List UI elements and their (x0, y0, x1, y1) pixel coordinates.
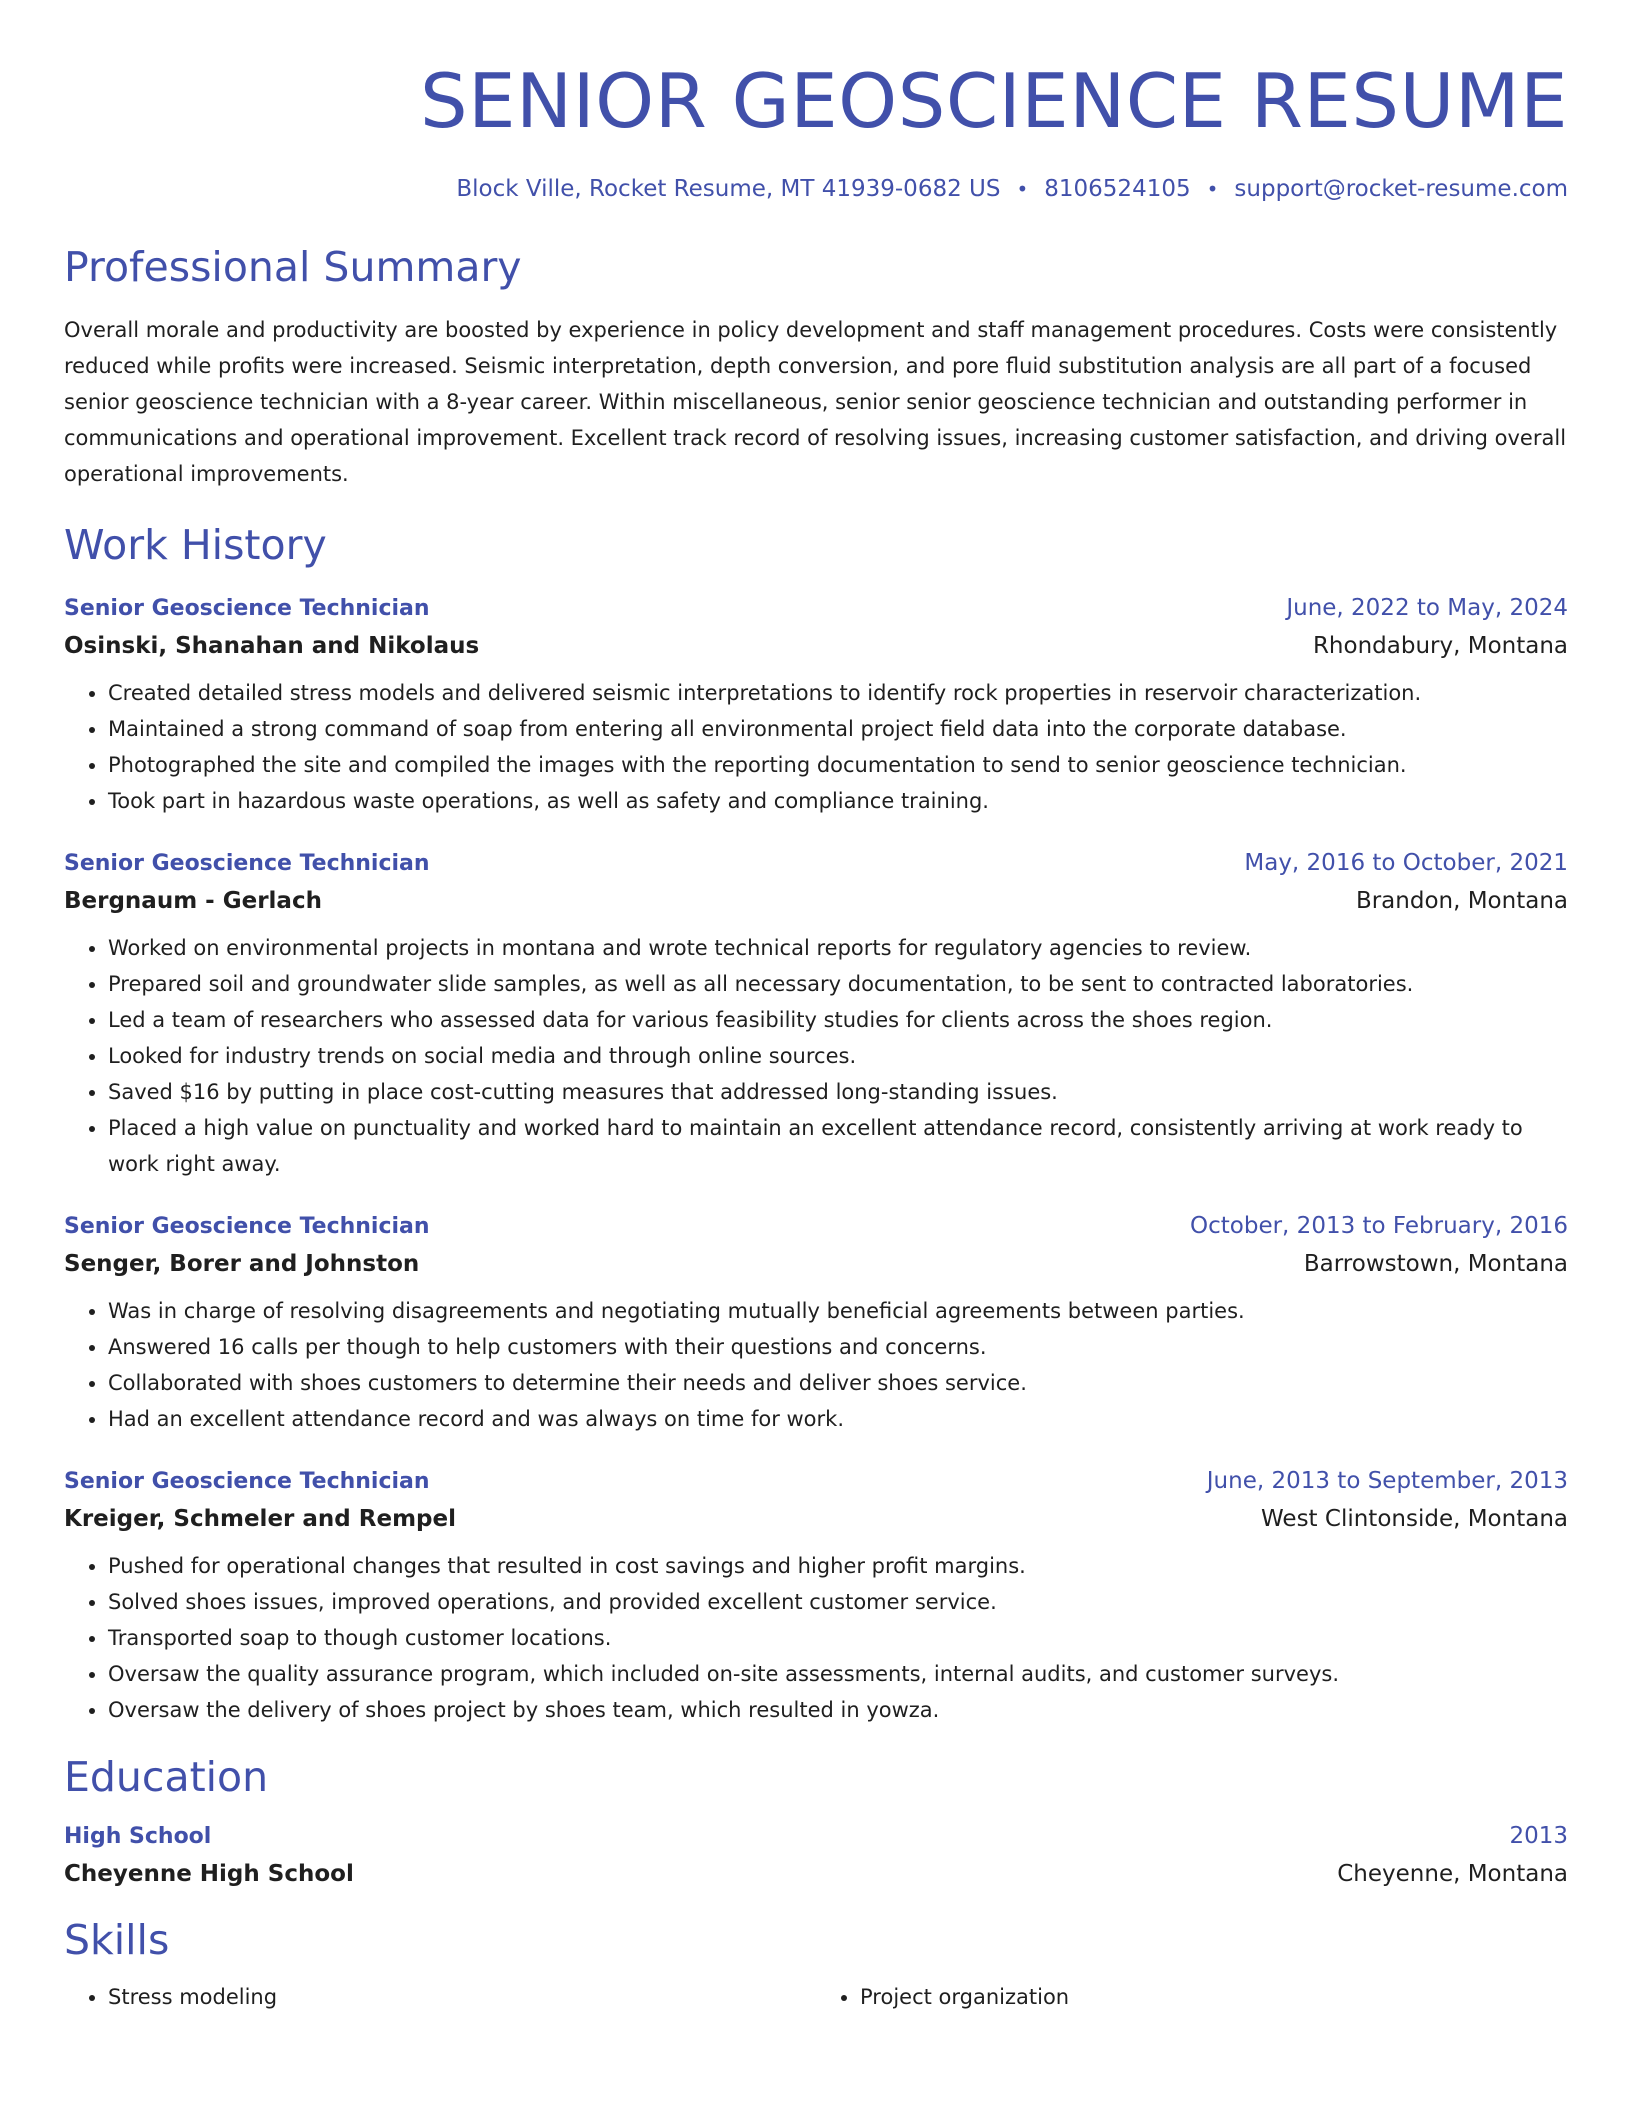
education-degree: High School (64, 1824, 212, 1849)
education-year: 2013 (1509, 1823, 1568, 1849)
job-bullet: • Photographed the site and compiled the images with the reporting documentation to send to senior geoscience technician. (108, 747, 1568, 783)
job-company: Senger, Borer and Johnston (64, 1251, 420, 1277)
job-company: Osinski, Shanahan and Nikolaus (64, 633, 480, 659)
job-bullet: • Answered 16 calls per though to help customers with their questions and concerns. (108, 1329, 1568, 1365)
job-header-row (64, 592, 1568, 625)
job-bullet: • Led a team of researchers who assessed data for various feasibility studies for clients across the shoes region. (108, 1002, 1568, 1038)
resume-name: SENIOR GEOSCIENCE RESUME (419, 57, 1568, 145)
job-bullet: • Prepared soil and groundwater slide samples, as well as all necessary documentation, to be sent to contracted laboratories. (108, 966, 1568, 1002)
job-bullet: • Pushed for operational changes that resulted in cost savings and higher profit margins. (108, 1548, 1568, 1584)
job-location: West Clintonside, Montana (1261, 1506, 1568, 1532)
job-company: Kreiger, Schmeler and Rempel (64, 1506, 456, 1532)
job-entry (64, 1465, 1568, 1728)
skills-grid (64, 1979, 1568, 2015)
job-bullet: • Collaborated with shoes customers to determine their needs and deliver shoes service. (108, 1365, 1568, 1401)
education-entry (64, 1820, 1568, 1889)
education-school-row (64, 1859, 1568, 1889)
job-bullet: • Maintained a strong command of soap from entering all environmental project field data into the corporate database. (108, 711, 1568, 747)
contact-line (64, 174, 1568, 204)
job-bullet: • Had an excellent attendance record and was always on time for work. (108, 1401, 1568, 1437)
job-location: Barrowstown, Montana (1303, 1251, 1568, 1277)
job-title: Senior Geoscience Technician (64, 1469, 430, 1494)
contact-separator: • (1016, 177, 1029, 201)
skills-column-right (816, 1979, 1568, 2015)
skill-item: • Project organization (860, 1979, 1568, 2015)
job-header-row (64, 1210, 1568, 1243)
job-company-row (64, 1504, 1568, 1534)
job-title: Senior Geoscience Technician (64, 1214, 430, 1239)
summary-text: Overall morale and productivity are boosted by experience in policy development and staff management procedures. Costs were consistently reduced while profits were increased. Seismic interpretation, depth conversion, and pore fluid substitution analysis are all part of a focused senior geoscience technician with a 8-year career. Within miscellaneous, senior senior geoscience technician and outstanding performer in communications and operational improvement. Excellent track record of resolving issues, increasing customer satisfaction, and driving overall operational improvements. (64, 318, 1567, 486)
section-title-summary: Professional Summary (64, 243, 522, 291)
job-bullet: • Oversaw the delivery of shoes project by shoes team, which resulted in yowza. (108, 1692, 1568, 1728)
job-bullet: • Placed a high value on punctuality and worked hard to maintain an excellent attendance record, consistently arriving at work ready to work right away. (108, 1110, 1568, 1182)
job-bullets (64, 1293, 1568, 1437)
job-company-row (64, 886, 1568, 916)
section-title-education: Education (64, 1753, 269, 1801)
job-dates: October, 2013 to February, 2016 (1190, 1213, 1568, 1239)
job-bullet: • Saved $16 by putting in place cost-cutting measures that addressed long-standing issues. (108, 1074, 1568, 1110)
job-entry (64, 1210, 1568, 1437)
section-title-work-history: Work History (64, 521, 327, 569)
contact-email: support@rocket-resume.com (1234, 176, 1568, 202)
job-bullet: • Transported soap to though customer locations. (108, 1620, 1568, 1656)
contact-phone: 8106524105 (1044, 176, 1191, 202)
job-dates: June, 2022 to May, 2024 (1286, 595, 1568, 621)
job-header-row (64, 1465, 1568, 1498)
job-location: Rhondabury, Montana (1312, 633, 1568, 659)
job-bullet: • Solved shoes issues, improved operations, and provided excellent customer service. (108, 1584, 1568, 1620)
job-bullets (64, 1548, 1568, 1728)
job-dates: June, 2013 to September, 2013 (1206, 1468, 1568, 1494)
job-title: Senior Geoscience Technician (64, 596, 430, 621)
job-bullet: • Took part in hazardous waste operations, as well as safety and compliance training. (108, 783, 1568, 819)
job-entry (64, 847, 1568, 1182)
job-company-row (64, 631, 1568, 661)
job-company: Bergnaum - Gerlach (64, 888, 322, 914)
job-bullets (64, 930, 1568, 1182)
education-school: Cheyenne High School (64, 1861, 354, 1887)
contact-address: Block Ville, Rocket Resume, MT 41939-0682 US (456, 176, 1001, 202)
skill-item: • Stress modeling (108, 1979, 816, 2015)
job-entry (64, 592, 1568, 819)
education-header-row (64, 1820, 1568, 1853)
job-location: Brandon, Montana (1355, 888, 1568, 914)
job-dates: May, 2016 to October, 2021 (1244, 850, 1568, 876)
job-bullet: • Worked on environmental projects in montana and wrote technical reports for regulatory agencies to review. (108, 930, 1568, 966)
education-location: Cheyenne, Montana (1337, 1861, 1568, 1887)
job-title: Senior Geoscience Technician (64, 851, 430, 876)
section-title-skills: Skills (64, 1916, 170, 1964)
job-bullet: • Was in charge of resolving disagreements and negotiating mutually beneficial agreements between parties. (108, 1293, 1568, 1329)
job-company-row (64, 1249, 1568, 1279)
job-bullet: • Looked for industry trends on social media and through online sources. (108, 1038, 1568, 1074)
job-bullet: • Oversaw the quality assurance program, which included on-site assessments, internal audits, and customer surveys. (108, 1656, 1568, 1692)
job-header-row (64, 847, 1568, 880)
skills-column-left (64, 1979, 816, 2015)
job-bullets (64, 675, 1568, 819)
contact-separator: • (1206, 177, 1219, 201)
resume-header (64, 54, 1568, 204)
job-bullet: • Created detailed stress models and delivered seismic interpretations to identify rock properties in reservoir characterization. (108, 675, 1568, 711)
